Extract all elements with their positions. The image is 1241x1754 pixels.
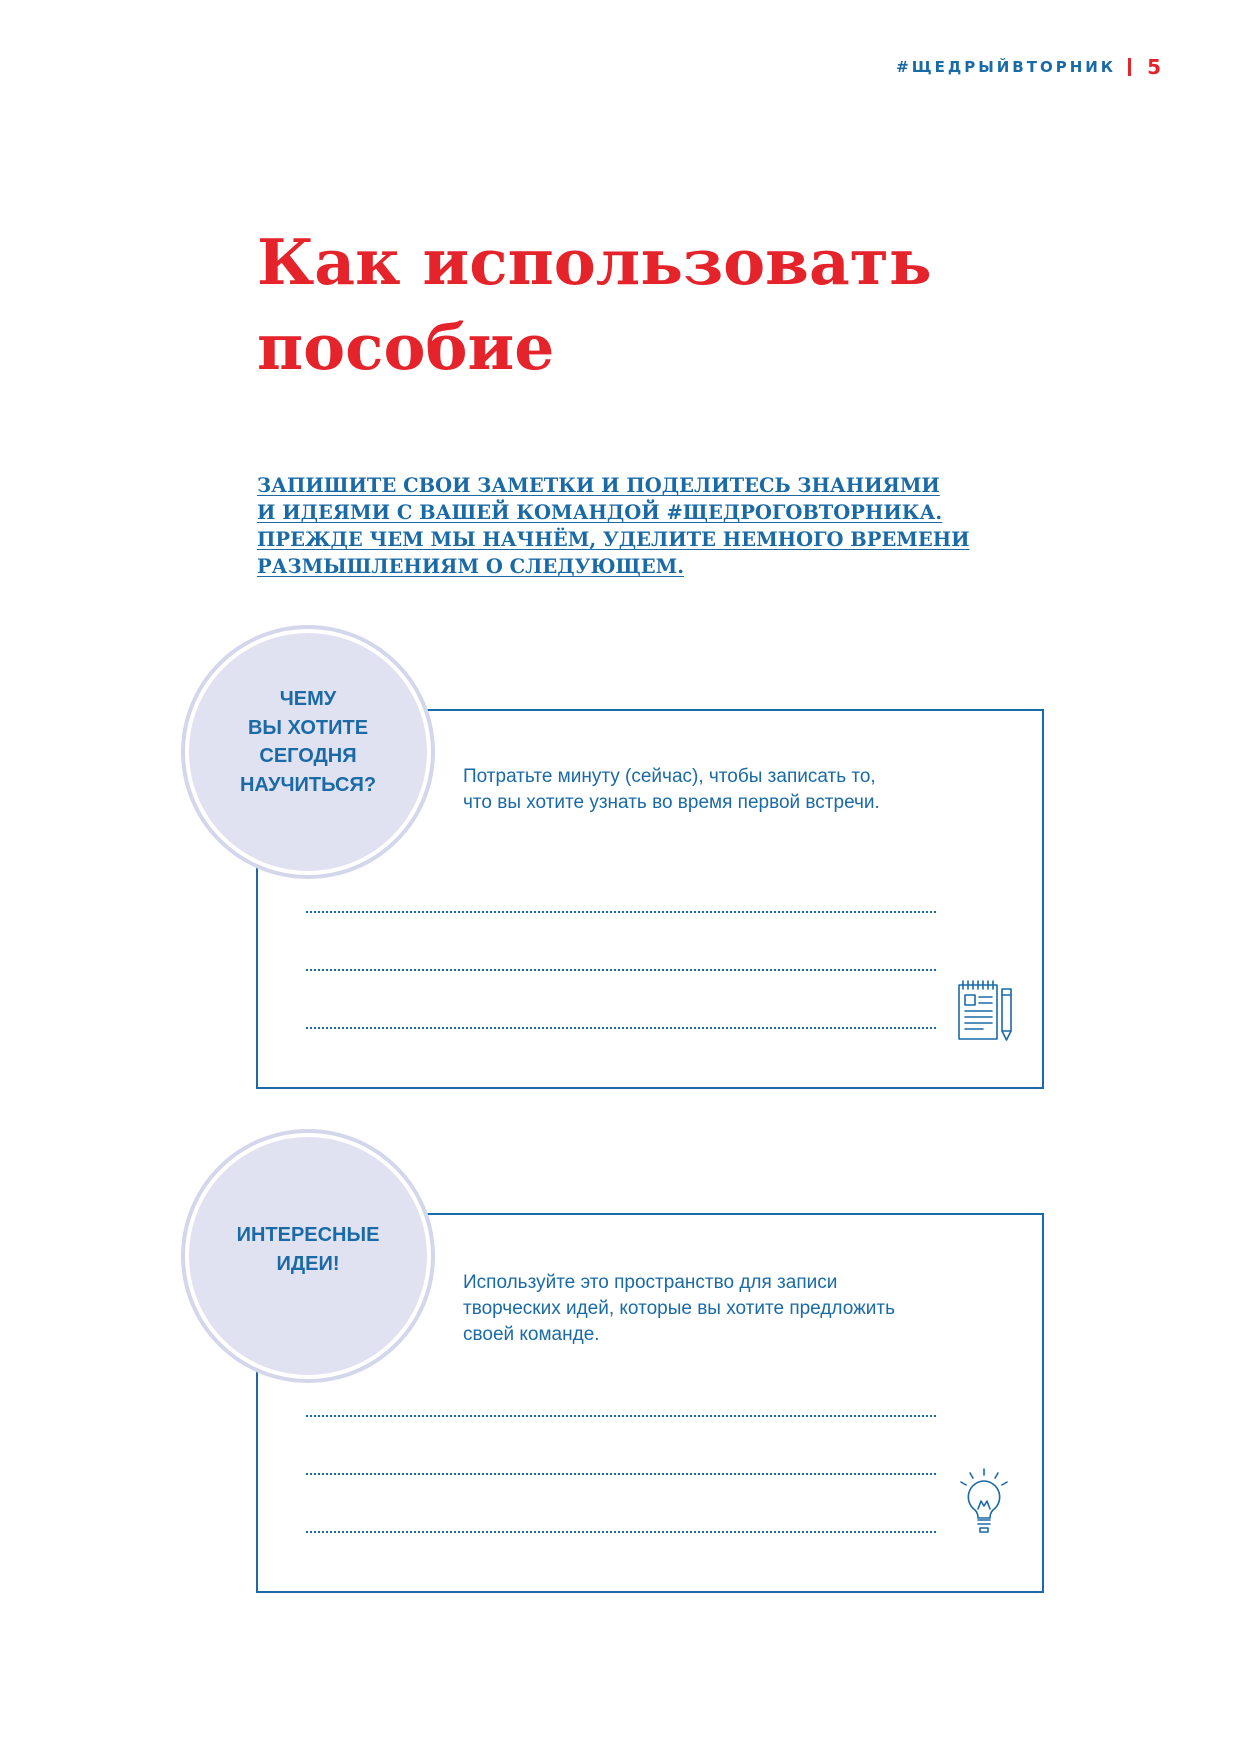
description-line: своей команде. — [463, 1324, 600, 1345]
learning-goals-description — [463, 764, 983, 816]
intro-line-4: РАЗМЫШЛЕНИЯМ О СЛЕДУЮЩЕМ. — [257, 555, 684, 578]
notepad-pencil-icon — [956, 975, 1016, 1045]
header-separator — [1128, 58, 1131, 76]
page-title-line-2: пособие — [257, 310, 555, 384]
notes-line-2[interactable] — [306, 1473, 936, 1475]
notes-line-1[interactable] — [306, 911, 936, 913]
learning-goals-badge — [185, 629, 431, 875]
badge-label-line: ИНТЕРЕСНЫЕ — [236, 1224, 380, 1246]
page-title-line-1: Как использовать — [257, 225, 932, 299]
intro-line-3: ПРЕЖДЕ ЧЕМ МЫ НАЧНЁМ, УДЕЛИТЕ НЕМНОГО ВРЕМЕНИ — [257, 528, 970, 551]
intro-line-1: ЗАПИШИТЕ СВОИ ЗАМЕТКИ И ПОДЕЛИТЕСЬ ЗНАНИЯМИ — [257, 474, 940, 497]
learning-goals-label — [218, 685, 398, 799]
ideas-badge — [185, 1133, 431, 1379]
notes-line-3[interactable] — [306, 1027, 936, 1029]
badge-label-line: ИДЕИ! — [276, 1252, 340, 1275]
badge-label-line: ЧЕМУ — [279, 688, 337, 710]
description-line: Используйте это пространство для записи — [463, 1272, 838, 1293]
badge-label-line: СЕГОДНЯ — [259, 745, 357, 767]
notes-line-2[interactable] — [306, 969, 936, 971]
header-hashtag: #ЩЕДРЫЙВТОРНИК — [896, 58, 1117, 76]
running-header — [896, 55, 1161, 79]
badge-label-line: НАУЧИТЬСЯ? — [239, 773, 377, 796]
description-line: творческих идей, которые вы хотите предложить — [463, 1298, 895, 1319]
description-line: Потратьте минуту (сейчас), чтобы записать то, — [463, 766, 876, 787]
intro-text — [257, 472, 1017, 580]
notes-line-3[interactable] — [306, 1531, 936, 1533]
ideas-label — [218, 1221, 398, 1278]
intro-line-2: И ИДЕЯМИ С ВАШЕЙ КОМАНДОЙ #ЩЕДРОГОВТОРНИКА. — [257, 501, 943, 524]
lightbulb-icon — [956, 1467, 1016, 1537]
description-line: что вы хотите узнать во время первой встречи. — [463, 792, 880, 813]
page-title — [257, 220, 1057, 390]
page-number: 5 — [1147, 55, 1161, 79]
badge-label-line: ВЫ ХОТИТЕ — [247, 716, 369, 739]
ideas-description — [463, 1270, 983, 1348]
notes-line-1[interactable] — [306, 1415, 936, 1417]
